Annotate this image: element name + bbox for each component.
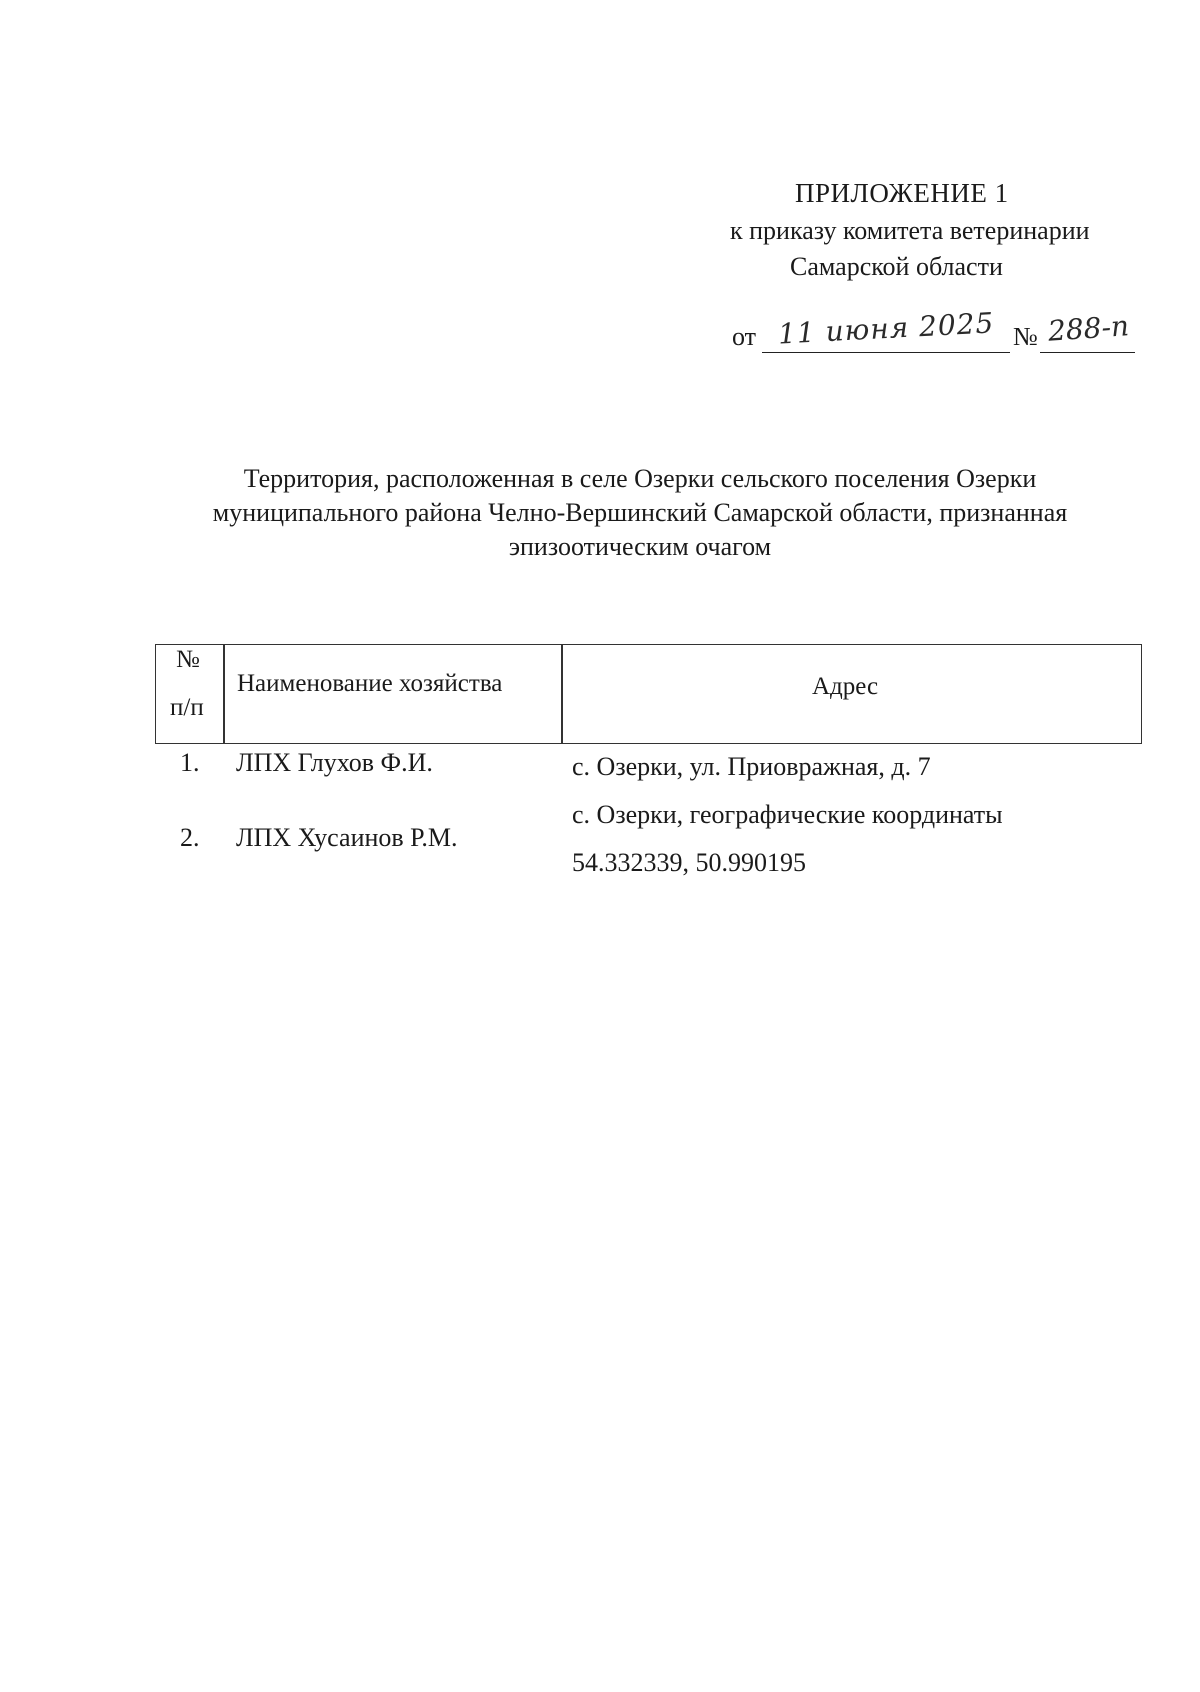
header-pp: п/п	[170, 694, 204, 721]
column-divider	[223, 644, 225, 744]
row-2-address-line-1: с. Озерки, географические координаты	[572, 800, 1003, 829]
row-2-number: 2.	[180, 823, 200, 852]
header-address: Адрес	[812, 673, 879, 700]
row-2-farm-name: ЛПХ Хусаинов Р.М.	[236, 823, 458, 852]
title-line-3: эпизоотическим очагом	[508, 532, 772, 561]
appendix-order-reference: к приказу комитета ветеринарии	[730, 216, 1090, 245]
handwritten-date: 11 июня 2025	[777, 306, 996, 351]
column-divider	[561, 644, 563, 744]
order-date-prefix: от	[732, 322, 757, 351]
title-line-1: Территория, расположенная в селе Озерки сельского поселения Озерки	[243, 464, 1037, 493]
date-underline	[762, 352, 1010, 353]
header-number-sign: №	[176, 646, 200, 673]
handwritten-order-number: 288-п	[1046, 309, 1130, 348]
number-underline	[1040, 352, 1135, 353]
order-number-label: №	[1013, 322, 1038, 351]
title-line-2: муниципального района Челно-Вершинский Самарской области, признанная	[212, 498, 1068, 527]
appendix-heading: ПРИЛОЖЕНИЕ 1	[795, 178, 1009, 208]
row-1-address: с. Озерки, ул. Приовражная, д. 7	[572, 752, 931, 781]
document-title	[160, 462, 1120, 564]
row-2-address-line-2: 54.332339, 50.990195	[572, 848, 806, 877]
row-1-farm-name: ЛПХ Глухов Ф.И.	[236, 748, 433, 777]
row-1-number: 1.	[180, 748, 200, 777]
header-farm-name: Наименование хозяйства	[237, 670, 503, 697]
appendix-region: Самарской области	[790, 252, 1003, 281]
